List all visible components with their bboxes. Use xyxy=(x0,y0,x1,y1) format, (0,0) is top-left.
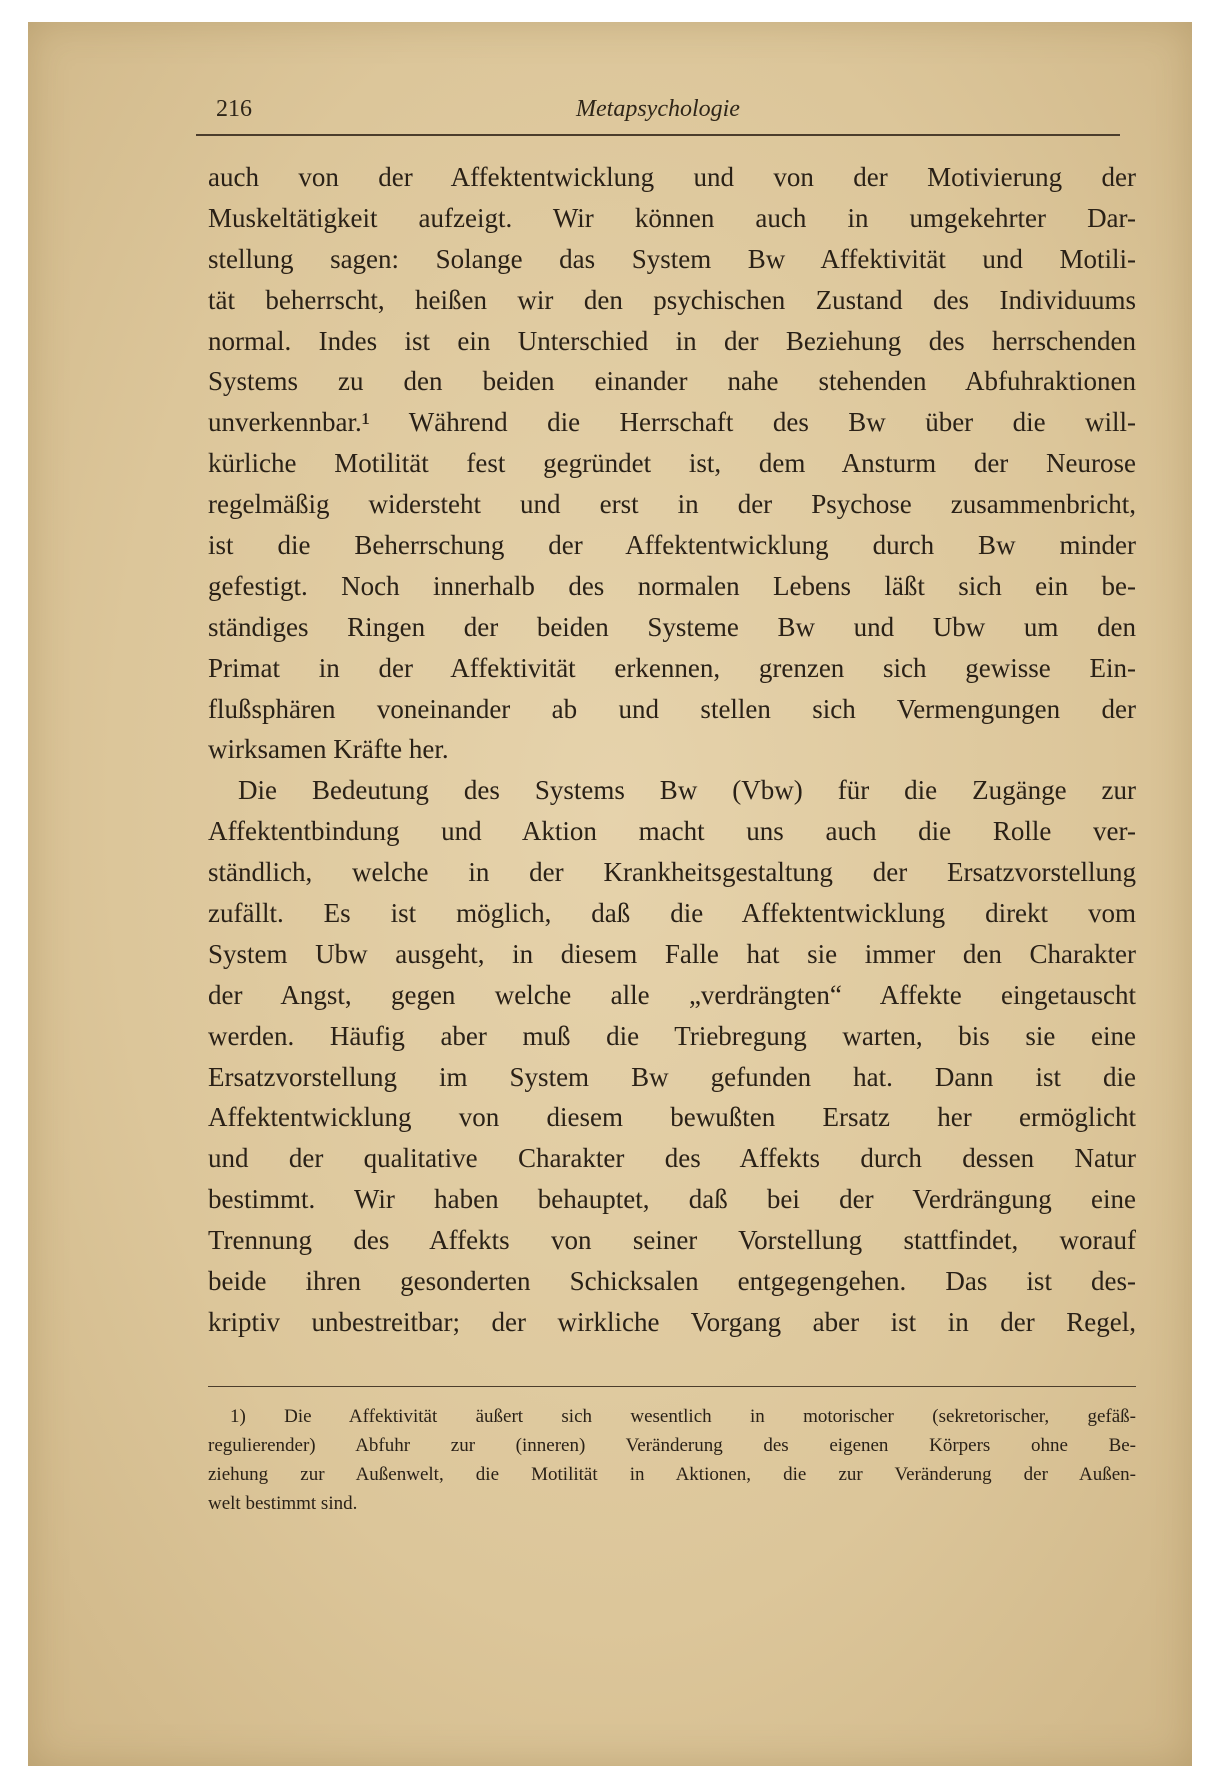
text-line: zufällt. Es ist möglich, daß die Affektentwicklung direkt vom xyxy=(208,898,1136,929)
text-line: regelmäßig widersteht und erst in der Psychose zusammenbricht, xyxy=(208,489,1136,520)
text-line: gefestigt. Noch innerhalb des normalen Lebens läßt sich ein be- xyxy=(208,570,1136,601)
text-line: der Angst, gegen welche alle „verdrängten“ Affekte eingetauscht xyxy=(208,979,1136,1010)
footnote-line: regulierender) Abfuhr zur (inneren) Veränderung des eigenen Körpers ohne Be- xyxy=(208,1435,1136,1456)
text-line: ständlich, welche in der Krankheitsgestaltung der Ersatzvorstellung xyxy=(208,857,1136,888)
text-line: beide ihren gesonderten Schicksalen entgegengehen. Das ist des- xyxy=(208,1266,1136,1297)
text-line: kürliche Motilität fest gegründet ist, dem Ansturm der Neurose xyxy=(208,448,1136,479)
footnote-line: 1) Die Affektivität äußert sich wesentlich in motorischer (sekretorischer, gefäß- xyxy=(230,1406,1136,1427)
body-text xyxy=(208,157,1136,1343)
running-head: Metapsychologie xyxy=(576,96,740,122)
text-line: werden. Häufig aber muß die Triebregung warten, bis sie eine xyxy=(208,1020,1136,1051)
footnote-divider xyxy=(208,1386,1136,1387)
text-line: Ersatzvorstellung im System Bw gefunden hat. Dann ist die xyxy=(208,1061,1136,1092)
text-line: Affektentbindung und Aktion macht uns auch die Rolle ver- xyxy=(208,816,1136,847)
footnote-line: welt bestimmt sind. xyxy=(208,1493,358,1514)
page-number: 216 xyxy=(216,96,252,122)
text-line: Primat in der Affektivität erkennen, grenzen sich gewisse Ein- xyxy=(208,652,1136,683)
text-line: normal. Indes ist ein Unterschied in der Beziehung des herrschenden xyxy=(208,325,1136,356)
text-line: Die Bedeutung des Systems Bw (Vbw) für die Zugänge zur xyxy=(238,775,1136,806)
text-line: Systems zu den beiden einander nahe stehenden Abfuhraktionen xyxy=(208,366,1136,397)
text-line: ist die Beherrschung der Affektentwicklung durch Bw minder xyxy=(208,530,1136,561)
text-line: flußsphären voneinander ab und stellen sich Vermengungen der xyxy=(208,693,1136,724)
text-line: unverkennbar.¹ Während die Herrschaft des Bw über die will- xyxy=(208,407,1136,438)
footnotes xyxy=(208,1402,1136,1518)
text-line: stellung sagen: Solange das System Bw Affektivität und Motili- xyxy=(208,243,1136,274)
text-line: Muskeltätigkeit aufzeigt. Wir können auch in umgekehrter Dar- xyxy=(208,202,1136,233)
footnote-line: ziehung zur Außenwelt, die Motilität in Aktionen, die zur Veränderung der Außen- xyxy=(208,1464,1136,1485)
text-line: Trennung des Affekts von seiner Vorstellung stattfindet, worauf xyxy=(208,1225,1136,1256)
text-line: tät beherrscht, heißen wir den psychischen Zustand des Individuums xyxy=(208,284,1136,315)
text-line: System Ubw ausgeht, in diesem Falle hat sie immer den Charakter xyxy=(208,938,1136,969)
page-header xyxy=(196,94,1120,136)
text-line: auch von der Affektentwicklung und von der Motivierung der xyxy=(208,162,1136,192)
text-line: Affektentwicklung von diesem bewußten Ersatz her ermöglicht xyxy=(208,1102,1136,1133)
text-line: wirksamen Kräfte her. xyxy=(208,734,449,765)
text-line: bestimmt. Wir haben behauptet, daß bei der Verdrängung eine xyxy=(208,1184,1136,1215)
text-line: und der qualitative Charakter des Affekts durch dessen Natur xyxy=(208,1143,1136,1174)
text-line: kriptiv unbestreitbar; der wirkliche Vorgang aber ist in der Regel, xyxy=(208,1306,1136,1337)
text-line: ständiges Ringen der beiden Systeme Bw und Ubw um den xyxy=(208,611,1136,642)
